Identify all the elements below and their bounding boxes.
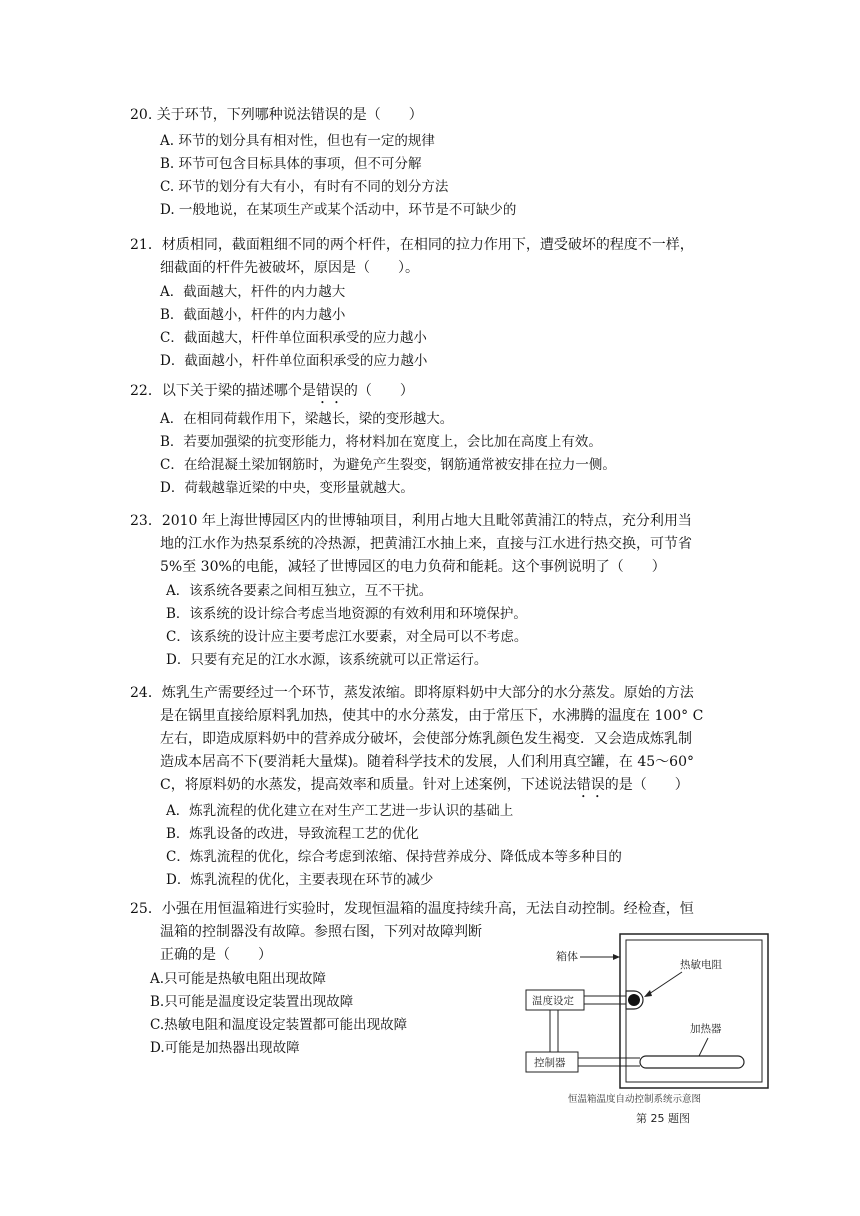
incubator-diagram-svg (522, 930, 772, 1130)
question-24-stem-line2: 是在锅里直接给原料乳加热，使其中的水分蒸发，由于常压下，水沸腾的温度在 100° C (160, 708, 704, 724)
question-22-stem-prefix: 22．以下关于梁的描述哪个是 (130, 383, 316, 399)
question-24-option-d: D．炼乳流程的优化，主要表现在环节的减少 (166, 872, 434, 888)
question-20-option-c: C. 环节的划分有大有小，有时有不同的划分方法 (160, 179, 449, 195)
question-22-option-d: D．荷载越靠近梁的中央，变形量就越大。 (160, 480, 414, 496)
question-22-stem-suffix: 的（ ） (343, 383, 414, 399)
question-23-stem-line2: 地的江水作为热泵系统的冷热源，把黄浦江水抽上来，直接与江水进行热交换，可节省 (160, 536, 692, 552)
question-25-option-d: D.可能是加热器出现故障 (150, 1040, 300, 1056)
thermistor-label: 热敏电阻 (680, 959, 722, 971)
question-20-option-a: A. 环节的划分具有相对性，但也有一定的规律 (160, 133, 435, 149)
question-22-option-a: A．在相同荷载作用下，梁越长，梁的变形越大。 (160, 411, 454, 427)
box-label: 箱体 (556, 950, 578, 963)
thermistor-pointer-head (644, 990, 652, 997)
question-21-stem-line1: 21．材质相同，截面粗细不同的两个杆件，在相同的拉力作用下，遭受破坏的程度不一样， (130, 237, 694, 253)
box-arrow-head (613, 954, 620, 960)
question-23-option-a: A．该系统各要素之间相互独立，互不干扰。 (166, 583, 433, 599)
heater-icon (640, 1056, 744, 1068)
temperature-setting-label: 温度设定 (532, 995, 574, 1007)
question-23-stem-line3: 5%至 30%的电能，减轻了世博园区的电力负荷和能耗。这个事例说明了（ ） (160, 559, 666, 575)
figure-number: 第 25 题图 (636, 1112, 690, 1125)
thermistor-pointer-line (646, 972, 682, 996)
question-25-stem-line2: 温箱的控制器没有故障。参照右图，下列对故障判断 (160, 924, 482, 940)
question-24-stem-line3: 左右，即造成原料奶中的营养成分破坏，会使部分炼乳颜色发生褐变．又会造成炼乳制 (160, 731, 692, 747)
question-22-stem-emphasis: 错误 (315, 383, 344, 399)
thermistor-sensor-dot (628, 994, 640, 1006)
question-24-stem-emphasis: 错误 (576, 777, 605, 793)
question-20-option-b: B. 环节可包含目标具体的事项，但不可分解 (160, 156, 422, 172)
figure-caption: 恒温箱温度自动控制系统示意图 (568, 1094, 702, 1105)
incubator-diagram (522, 930, 772, 1130)
question-25-stem-line3: 正确的是（ ） (160, 947, 272, 963)
question-24-stem-line5-prefix: C，将原料奶的水蒸发，提高效率和质量。针对上述案例，下述说法 (160, 777, 577, 793)
question-22-stem (130, 380, 414, 407)
question-25-option-c: C.热敏电阻和温度设定装置都可能出现故障 (150, 1017, 408, 1033)
question-23-option-d: D．只要有充足的江水水源，该系统就可以正常运行。 (166, 652, 488, 668)
heater-pointer-line (698, 1038, 708, 1058)
question-23-option-b: B．该系统的设计综合考虑当地资源的有效利用和环境保护。 (166, 606, 527, 622)
question-22-option-b: B．若要加强梁的抗变形能力，将材料加在宽度上，会比加在高度上有效。 (160, 434, 602, 450)
question-24-stem-line1: 24．炼乳生产需要经过一个环节，蒸发浓缩。即将原料奶中大部分的水分蒸发。原始的方法 (130, 685, 694, 701)
controller-label: 控制器 (534, 1057, 566, 1069)
question-22-option-c: C．在给混凝土梁加钢筋时，为避免产生裂变，钢筋通常被安排在拉力一侧。 (160, 457, 616, 473)
question-24-option-a: A．炼乳流程的优化建立在对生产工艺进一步认识的基础上 (166, 803, 514, 819)
question-23-option-c: C．该系统的设计应主要考虑江水要素，对全局可以不考虑。 (166, 629, 528, 645)
question-25-stem-line1: 25．小强在用恒温箱进行实验时，发现恒温箱的温度持续升高，无法自动控制。经检查，恒 (130, 901, 694, 917)
question-24-stem-line5-suffix: 的是（ ） (604, 777, 689, 793)
heater-label: 加热器 (690, 1023, 722, 1035)
question-24-option-c: C．炼乳流程的优化，综合考虑到浓缩、保持营养成分、降低成本等多种目的 (166, 849, 622, 865)
question-23-stem-line1: 23．2010 年上海世博园区内的世博轴项目，利用占地大且毗邻黄浦江的特点，充分利用当 (130, 513, 692, 529)
question-24-stem-line5 (160, 774, 689, 801)
question-24-stem-line4: 造成本居高不下(要消耗大量煤)。随着科学技术的发展，人们利用真空罐，在 45～60° (160, 754, 695, 770)
question-21-option-a: A．截面越大，杆件的内力越大 (160, 284, 346, 300)
question-25-option-b: B.只可能是温度设定装置出现故障 (150, 994, 354, 1010)
question-25-option-a: A.只可能是热敏电阻出现故障 (150, 971, 327, 987)
question-24-option-b: B．炼乳设备的改进，导致流程工艺的优化 (166, 826, 419, 842)
question-21-option-b: B．截面越小，杆件的内力越小 (160, 307, 346, 323)
question-20-option-d: D. 一般地说，在某项生产或某个活动中，环节是不可缺少的 (160, 202, 517, 218)
question-21-stem-line2: 细截面的杆件先被破坏，原因是（ ）。 (160, 260, 419, 276)
question-21-option-d: D．截面越小，杆件单位面积承受的应力越小 (160, 353, 428, 369)
question-20-stem: 20. 关于环节，下列哪种说法错误的是（ ） (130, 107, 423, 123)
question-21-option-c: C．截面越大，杆件单位面积承受的应力越小 (160, 330, 427, 346)
